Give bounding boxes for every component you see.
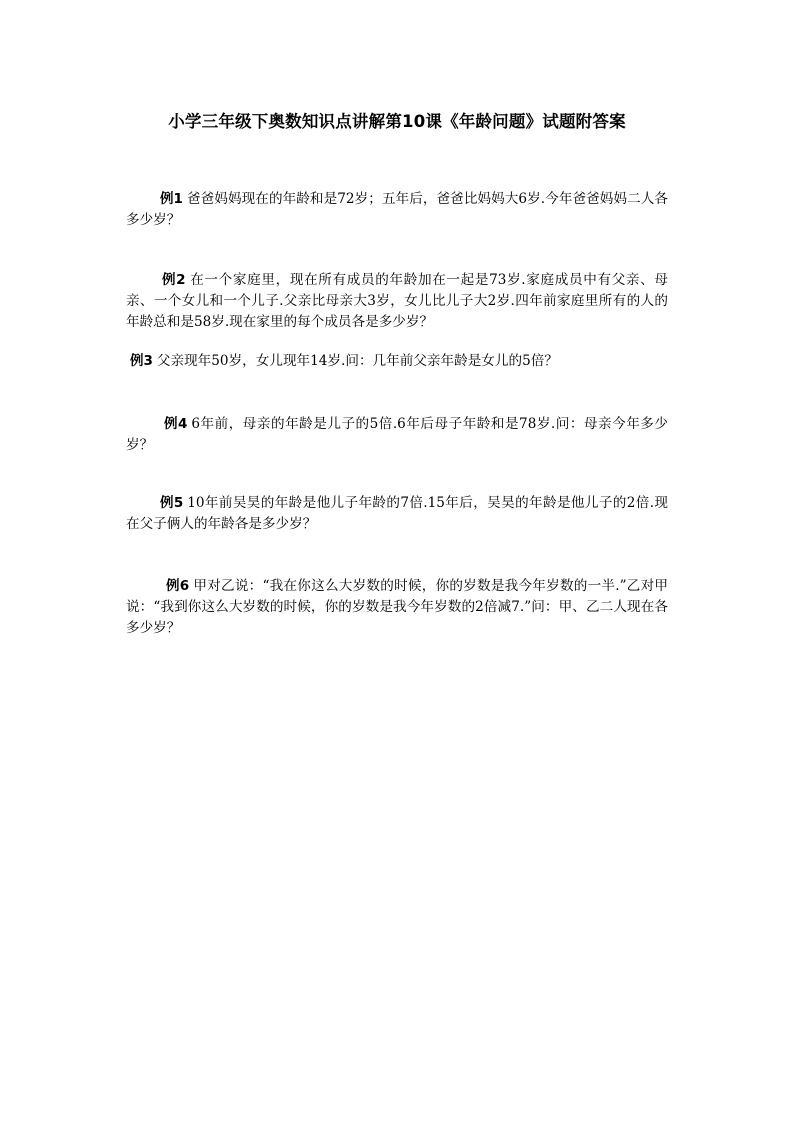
problem-2 xyxy=(126,270,668,333)
problem-3-text: 父亲现年50岁，女儿现年14岁.问：几年前父亲年龄是女儿的5倍？ xyxy=(156,353,558,369)
problem-2-label: 例2 xyxy=(162,272,186,288)
problem-6-label: 例6 xyxy=(166,578,190,594)
problem-3 xyxy=(130,351,672,372)
problem-4-label: 例4 xyxy=(164,416,188,432)
problem-2-text: 在一个家庭里，现在所有成员的年龄加在一起是73岁.家庭成员中有父亲、母亲、一个女儿和一个儿子.父亲比母亲大3岁，女儿比儿子大2岁.四年前家庭里所有的人的年龄总和是58岁.现在家里的每个成员各是多少岁？ xyxy=(126,272,668,330)
problem-6-text: 甲对乙说：“我在你这么大岁数的时候，你的岁数是我今年岁数的一半.”乙对甲说：“我到你这么大岁数的时候，你的岁数是我今年岁数的2倍减7.”问：甲、乙二人现在各多少岁？ xyxy=(126,578,668,636)
problem-1-text: 爸爸妈妈现在的年龄和是72岁；五年后，爸爸比妈妈大6岁.今年爸爸妈妈二人各多少岁？ xyxy=(126,191,669,228)
problem-1-label: 例1 xyxy=(160,191,183,207)
problem-4-text: 6年前，母亲的年龄是儿子的5倍.6年后母子年龄和是78岁.问：母亲今年多少岁？ xyxy=(126,416,668,453)
page-title: 小学三年级下奥数知识点讲解第10课《年龄问题》试题附答案 xyxy=(168,112,626,131)
problem-5-text: 10年前吴昊的年龄是他儿子年龄的7倍.15年后，吴昊的年龄是他儿子的2倍.现在父子俩人的年龄各是多少岁？ xyxy=(126,495,668,532)
problem-3-label: 例3 xyxy=(130,353,153,369)
problem-4 xyxy=(126,414,668,456)
problem-1 xyxy=(126,189,668,231)
problem-5 xyxy=(126,493,668,535)
problem-5-label: 例5 xyxy=(160,495,184,511)
problem-6 xyxy=(126,576,668,639)
